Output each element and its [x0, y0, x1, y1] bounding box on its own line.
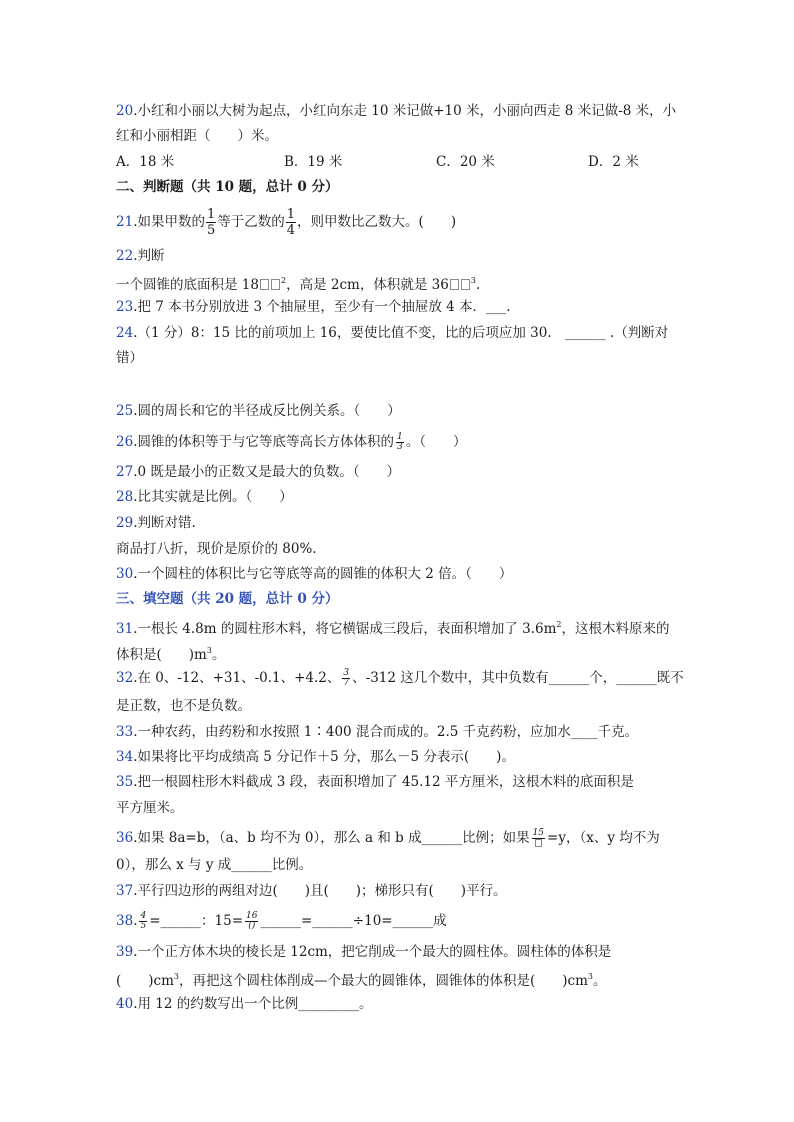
missing-glyph-icon: [461, 279, 470, 290]
question-39-line1: 39.一个正方体木块的棱长是 12cm，把它削成一个最大的圆柱体。圆柱体的体积是: [116, 944, 612, 960]
option-b: B．19 米: [284, 154, 343, 170]
fraction-one-third: $\frac{1}{3}$: [396, 432, 403, 452]
option-a: A．18 米: [116, 154, 175, 170]
question-29-line2: 商品打八折，现价是原价的 80%.: [116, 541, 317, 557]
question-24-line1: 24.（1 分）8：15 比的前项加上 16，要使比值不变，比的后项应加 30. ______ .（判断对: [116, 325, 669, 341]
question-31-line1: 31.一根长 4.8m 的圆柱形木料，将它横锯成三段后，表面积增加了 $3.6m^2$，这根木料原来的: [116, 620, 670, 637]
question-26: 26.圆锥的体积等于与它等底等高长方体体积的 $\frac{1}{3}$ 。（ ）: [116, 432, 467, 452]
question-22-line2: 一个圆锥的底面积是 18 $^2$，高是 2cm，体积就是 36 $^3$.: [116, 276, 481, 293]
section-heading-judgement: 二、判断题（共 10 题，总计 0 分）: [116, 179, 339, 195]
question-29-line1: 29.判断对错.: [116, 515, 196, 531]
question-25: 25.圆的周长和它的半径成反比例关系。（ ）: [116, 403, 401, 419]
question-21: 21.如果甲数的 $\frac{1}{5}$ 等于乙数的 $\frac{1}{4}$ ，则甲数比乙数大。( ): [116, 207, 457, 238]
question-28: 28.比其实就是比例。（ ）: [116, 489, 293, 505]
question-35-line1: 35.把一根圆柱形木料截成 3 段，表面积增加了 45.12 平方厘米，这根木料的底面积是: [116, 774, 634, 790]
missing-glyph-icon: [271, 279, 280, 290]
option-c: C．20 米: [436, 154, 495, 170]
option-d: D．2 米: [588, 154, 639, 170]
question-20-line1: 20.小红和小丽以大树为起点，小红向东走 10 米记做+10 米，小丽向西走 8 米记做-8 米，小: [116, 103, 677, 119]
fraction-four-fifths: $\frac{4}{5}$: [140, 911, 147, 931]
question-30: 30.一个圆柱的体积比与它等底等高的圆锥的体积大 2 倍。（ ）: [116, 566, 513, 582]
question-27: 27.0 既是最小的正数又是最大的负数。（ ）: [116, 464, 401, 480]
fraction-one-fifth: $\frac{1}{5}$: [206, 207, 216, 238]
question-22-line1: 22.判断: [116, 248, 165, 264]
section-heading-fill-in: 三、填空题（共 20 题，总计 0 分）: [116, 591, 339, 607]
question-23: 23.把 7 本书分别放进 3 个抽屉里，至少有一个抽屉放 4 本．___.: [116, 299, 511, 315]
question-39-line2: ( )$cm^3$，再把这个圆柱体削成—个最大的圆锥体，圆锥体的体积是( )$cm^3$。: [116, 972, 607, 989]
question-35-line2: 平方厘米。: [116, 800, 184, 816]
question-33: 33.一种农药，由药粉和水按照 1∶400 混合而成的。2.5 千克药粉，应加水____千克。: [116, 724, 639, 740]
question-36-line1: 36.如果 8a=b，（a、b 均不为 0），那么 a 和 b 成______比例；如果 15 =y，（x、y 均不为: [116, 823, 660, 853]
question-38: 38. $\frac{4}{5}$ =______：15= 16 () ______=______÷10=______成: [116, 911, 447, 931]
missing-glyph-icon: [535, 839, 542, 847]
fraction-sixteen-over-blank: 16 (): [246, 911, 258, 931]
question-40: 40.用 12 的约数写出一个比例_________。: [116, 996, 373, 1012]
fraction-fifteen-over-box: 15: [532, 829, 545, 849]
fraction-three-sevenths: $\frac{3}{7}$: [343, 668, 350, 688]
question-20-line2: 红和小丽相距（ ）米。: [116, 128, 278, 144]
question-31-line2: 体积是( )$m^3$。: [116, 646, 226, 663]
question-32-line1: 32.在 0、-12、+31、-0.1、+4.2、 $\frac{3}{7}$ 、-312 这几个数中，其中负数有______个，______既不: [116, 668, 684, 688]
question-34: 34.如果将比平均成绩高 5 分记作＋5 分，那么－5 分表示( )。: [116, 749, 515, 765]
missing-glyph-icon: [450, 279, 459, 290]
fraction-one-fourth: $\frac{1}{4}$: [286, 207, 296, 238]
question-24-line2: 错）: [116, 350, 143, 366]
question-32-line2: 是正数，也不是负数。: [116, 698, 251, 714]
question-36-line2: 0），那么 x 与 y 成______比例。: [116, 857, 313, 873]
missing-glyph-icon: [260, 279, 269, 290]
question-37: 37.平行四边形的两组对边( )且( )；梯形只有( )平行。: [116, 883, 507, 899]
